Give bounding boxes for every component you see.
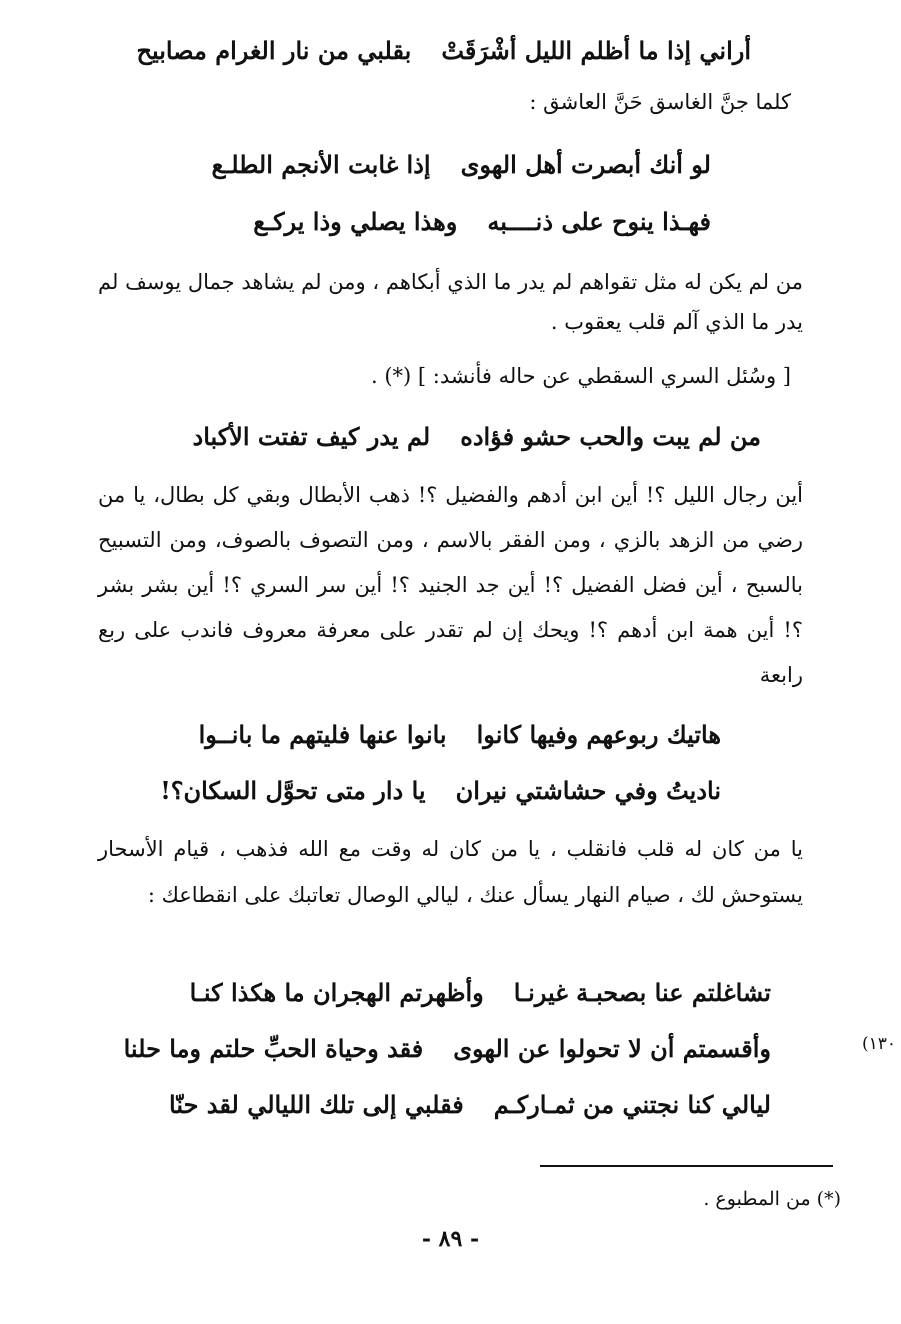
verse-2-first-hemistich: لو أنك أبصرت أهل الهوى bbox=[460, 150, 711, 179]
verse-8-first-hemistich: وأقسمتم أن لا تحولوا عن الهوى bbox=[453, 1034, 771, 1063]
paragraph-1: من لم يكن له مثل تقواهم لم يدر ما الذي أبكاهم ، ومن لم يشاهد جمال يوسف لم يدر ما الذي آلم قلب يعقوب . bbox=[98, 270, 803, 334]
footnote: (*) من المطبوع . bbox=[703, 1188, 841, 1210]
verse-8-second-hemistich: فقد وحياة الحبِّ حلتم وما حلنا bbox=[123, 1034, 424, 1063]
verse-1-first-hemistich: أراني إذا ما أظلم الليل أشْرَقَتْ bbox=[441, 36, 751, 65]
verse-5 bbox=[199, 718, 721, 752]
verse-4-second-hemistich: لم يدر كيف تفتت الأكباد bbox=[192, 422, 431, 451]
verse-5-second-hemistich: بانوا عنها فليتهم ما بانــوا bbox=[198, 720, 447, 749]
attribution-line: [ وسُئل السري السقطي عن حاله فأنشد: ] (*) . bbox=[371, 364, 791, 388]
verse-3 bbox=[253, 205, 711, 239]
verse-6-first-hemistich: ناديتُ وفي حشاشتي نيران bbox=[455, 776, 721, 805]
verse-4 bbox=[193, 420, 762, 454]
verse-1 bbox=[136, 34, 751, 68]
verse-6 bbox=[160, 774, 721, 808]
verse-9-second-hemistich: فقلبي إلى تلك الليالي لقد حنّا bbox=[169, 1090, 464, 1119]
verse-6-second-hemistich: يا دار متى تحوَّل السكان؟! bbox=[160, 776, 426, 805]
verse-3-first-hemistich: فهـذا ينوح على ذنــــبه bbox=[487, 207, 711, 236]
paragraph-2: أين رجال الليل ؟! أين ابن أدهم والفضيل ؟! ذهب الأبطال وبقي كل بطال، يا من رضي من الزهد بالزي ، ومن الفقر بالاسم ، ومن التصوف بالصوف، ومن التسبيح بالسبح ، أين فضل الفضيل ؟! أين جد الجنيد ؟! أين سر السري ؟! أين بشر بشر ؟! أين همة ابن أدهم ؟! ويحك إن لم تقدر على معرفة معروف فاندب على ربع رابعة bbox=[98, 483, 804, 687]
verse-9 bbox=[169, 1088, 771, 1122]
verse-5-first-hemistich: هاتيك ربوعهم وفيها كانوا bbox=[476, 720, 721, 749]
verse-9-first-hemistich: ليالي كنا نجتني من ثمـاركـم bbox=[493, 1090, 771, 1119]
verse-2-second-hemistich: إذا غابت الأنجم الطلـع bbox=[211, 150, 431, 179]
verse-2 bbox=[211, 148, 711, 182]
verse-3-second-hemistich: وهذا يصلي وذا يركـع bbox=[253, 207, 458, 236]
footnote-divider bbox=[540, 1165, 833, 1167]
page-number: - ٨٩ - bbox=[421, 1226, 480, 1252]
verse-7 bbox=[190, 976, 771, 1010]
intro-line: كلما جنَّ الغاسق حَنَّ العاشق : bbox=[529, 90, 791, 114]
verse-7-first-hemistich: تشاغلتم عنا بصحبـة غيرنـا bbox=[513, 978, 771, 1007]
verse-4-first-hemistich: من لم يبت والحب حشو فؤاده bbox=[460, 422, 761, 451]
verse-7-second-hemistich: وأظهرتم الهجران ما هكذا كنـا bbox=[189, 978, 484, 1007]
paragraph-3: يا من كان له قلب فانقلب ، يا من كان له وقت مع الله فذهب ، قيام الأسحار يستوحش لك ، صيام النهار يسأل عنك ، ليالي الوصال تعاتبك على انقطاعك : bbox=[98, 837, 803, 907]
margin-number: ١٣٠) bbox=[862, 1034, 897, 1054]
verse-8 bbox=[124, 1032, 771, 1066]
verse-1-second-hemistich: بقلبي من نار الغرام مصابيح bbox=[136, 36, 412, 65]
